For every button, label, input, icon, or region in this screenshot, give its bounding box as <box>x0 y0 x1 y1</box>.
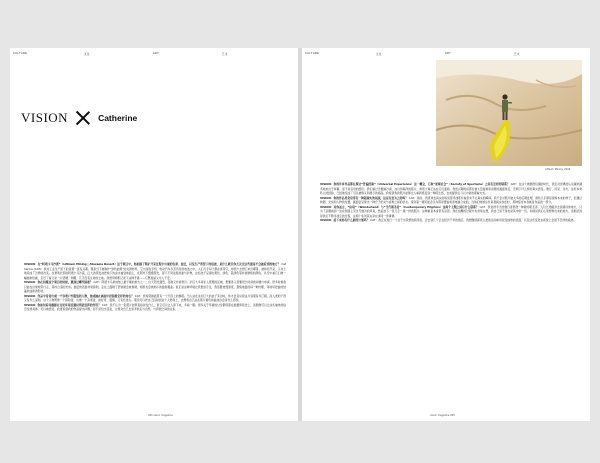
lithium-mining-photo <box>436 60 582 166</box>
cross-icon <box>76 111 90 125</box>
question: VISION：对你而言，“仙境”（Wonderland）与“当代朝圣者”（Contemporary Pilgrims）这两个主题之间有什么联系？ <box>320 204 479 209</box>
photo-caption: Lithium Mining, 2019 <box>545 168 571 171</box>
answer: Catherine (CAT)：我对工业生产留下的景观一直有兴趣。锂是当下被称作“绿色能源”的关键材料，它出现在手机、电动汽车以及所有的电池之中，人们几乎每天都在使用它，却很少去想它来自哪里、被如何开采、又对土地造成了怎样的改变。在智利北部的阿塔卡马沙漠，巨大的蒸发池把地下的卤水抽到地面上，在阳光下慢慢蒸发，留下不同浓度的盐与矿物，这些池子呈现出黄色、绿色、蓝绿色等非常鲜艳的颜色。从空中看它们像一幅抽象绘画，走近了看又是一片坚硬、刺眼、几乎没有生命的土地。我想用相机记录下这种矛盾——它既美丽又令人不安。 <box>24 262 286 280</box>
running-head: ART <box>445 52 452 55</box>
answer: CAT：是的。我喜欢在真实的场景里寻找那些看起来不太真实的瞬间。我不会对照片做太多的后期处理，颜色几乎都是现场本来的样子，但通过构图、光线和人物的位置，画面会呈现出一种介于纪实与虚构之间的状态。观众第一眼可能会以为那是摆拍或者电脑合成的，当他们知道这些景观真实存在时，那种惊讶本身就是作品的一部分。 <box>320 195 582 205</box>
question: VISION：接下来你有什么新的计划吗？ <box>320 218 370 223</box>
running-head: 艺术 <box>222 53 228 56</box>
photo-graphic <box>436 60 582 166</box>
paragraph <box>24 294 286 303</box>
answer: CAT：阿塔卡马是地球上最干燥的地方之一，白天阳光强烈，夜晚又非常寒冷。矿区大多是私人管理的区域，想要进入需要很长时间的沟通与申请。很多时候我只能在边缘地带行走，等待合适的光线。盐层的表面非常锋利，走在上面鞋子很快就会被划破，相机也会被细小的盐粒覆盖。但正是这种环境让我更加专注，我需要放慢速度，观察地面的每一种纹理，等待风把盐的结晶吹成新的形状。 <box>24 280 286 294</box>
running-head: CULTURE <box>305 52 320 55</box>
question: VISION：你的作品里常常带有一种超现实的氛围，这是有意为之的吗？ <box>320 195 408 200</box>
page-folio: vision magazine 095 <box>430 414 455 417</box>
paragraph <box>320 218 582 223</box>
answer: CAT：我正在进行一个关于水资源的新项目，会去到几个正在经历干旱的地区。我想继续探索人类的活动如何改变地球的表面，以及这些变化在视觉上会留下怎样的痕迹。 <box>369 218 577 223</box>
answer: CAT：我希望画面里有一个尺度上的参照。当人站在这些巨大的池子旁边时，你才会意识到这片景观有多辽阔，而人类的干预又有多么深刻。这个人物既像一个探险者，也像一个旁观者，他好奇、谨慎，又有些迷失。观众可以把自己投射到这个人物身上，去想象自己站在那片黄色的盐池边会是什么感觉。 <box>24 293 286 303</box>
question: VISION：你如何看待摄影在讨论环境议题时所能发挥的作用？ <box>24 302 101 307</box>
paragraph <box>24 262 286 280</box>
running-head: 文化 <box>84 53 90 56</box>
paragraph <box>320 182 582 196</box>
answer: CAT：我觉得今天的旅行者很像一种新的朝圣者。人们长途跋涉去到遥远的地方，只为了亲眼看到一处在网络上见过无数次的风景，然后拍下一张几乎一模一样的照片。这种重复本身很有意思。我在拍摄的过程中也常常在想，我自己是不是也是其中的一员。仙境是我们心里想象出来的地方，而朝圣则是我们不断寻找它的过程，这两个系列其实是在讲同一件事情。 <box>320 204 582 218</box>
brand-logo: VISION <box>21 110 69 125</box>
question: VISION：作品中常常出现一个穿着户外服装的人物，他或她在画面中扮演着怎样的角色？ <box>24 293 134 298</box>
paragraph <box>320 196 582 205</box>
paragraph <box>24 280 286 294</box>
article-body <box>320 182 582 410</box>
question: VISION：你的许多作品都在探讨“普遍经验”（Universal Experience）这一概念，它和“景观社会”（Society of Spectacle）之间有怎样的联系？ <box>320 182 510 186</box>
running-head: CULTURE <box>13 52 28 55</box>
left-page <box>10 48 298 421</box>
question: VISION：在“阿塔卡马沙漠”（Lithium Mining | Atacama Desert）这个项目中，你拍摄了锂矿开采过程中出现的色彩、盐层，以及生产所留下的痕迹，是什么吸引你去关注这些通常不会被看到的地方？ <box>24 262 281 266</box>
article-title <box>21 108 137 128</box>
running-head: 艺术 <box>514 53 520 56</box>
guest-name: Catherine <box>98 113 138 123</box>
answer: CAT：我不认为一张照片能够直接改变什么，但它可以让人停下来，多看一眼。很多关于环境的讨论都停留在数据和报告上，而图像可以让这些抽象的信息变得具体、可以被感受。我更希望我的作品提出问题，而不是给出答案，让观众自己去思考我们与自然、与资源之间的关系。 <box>24 302 286 312</box>
paragraph <box>24 303 286 312</box>
running-head: ART <box>153 52 160 55</box>
running-head: 文化 <box>376 53 382 56</box>
answer: CAT：在这个被图像包围的时代，我们对世界的认识越来越多地来自于屏幕，而不是亲身的经历。我们看过无数遍沙漠、冰川和海洋的照片，却很少真正站在它们面前。我感兴趣的是那些被大量复制和消费的画面背后，还剩下什么样的真实感受。旅行、风景、远方，这些本来私人的经验，已经被变成了可以被购买和展示的商品。我希望我的照片能够让人重新感受到一种陌生感，去质疑我们习以为常的观看方式。 <box>320 182 582 196</box>
page-folio: 094 vision magazine <box>148 414 173 417</box>
right-page <box>302 48 590 421</box>
question: VISION：你在拍摄这个项目的时候，遇到过哪些困难？ <box>24 280 93 285</box>
paragraph <box>320 205 582 219</box>
article-body <box>24 262 286 410</box>
